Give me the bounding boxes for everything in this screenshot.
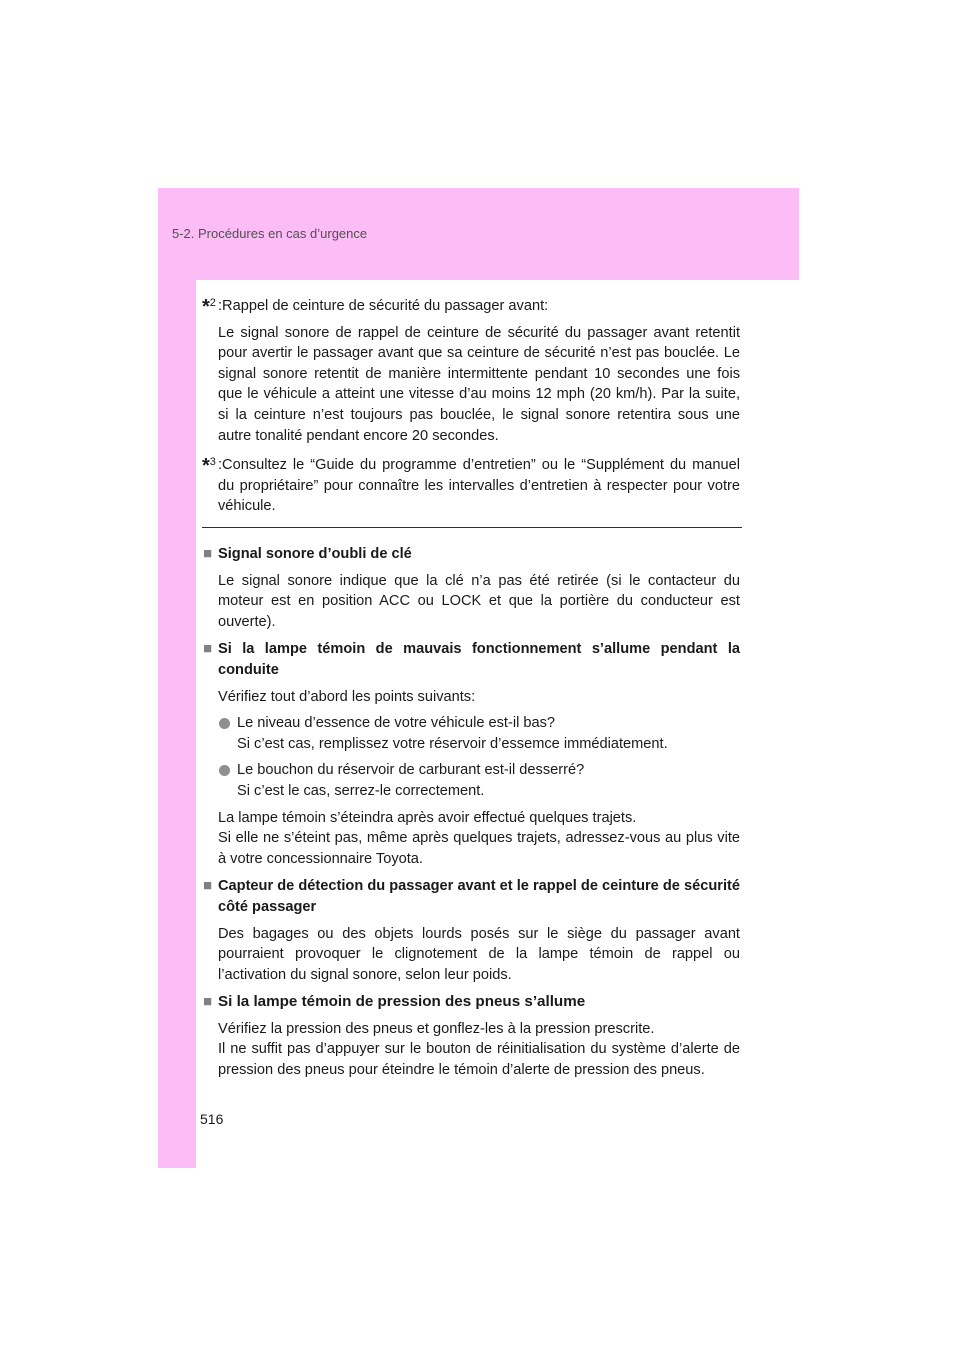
asterisk-marker: *$^2$ — [202, 296, 216, 318]
page-number: 516 — [200, 1111, 224, 1127]
section-text: Vérifiez la pression des pneus et gonflez-les à la pression prescrite. Il ne suffit pas d’appuyer sur le bouton de réinitialisation du système d’alerte de pression des pneus pour éteindre le témoin d’alerte de pression des pneus. — [218, 1020, 740, 1079]
footnote — [202, 455, 740, 517]
section-heading: ■ Si la lampe témoin de mauvais fonctionnement s’allume pendant la conduite — [203, 640, 740, 678]
section-key-reminder — [202, 544, 740, 632]
section-heading: ■ Capteur de détection du passager avant et le rappel de ceinture de sécurité côté passager — [203, 877, 740, 915]
square-bullet-icon: ■ — [203, 877, 213, 895]
section-tire-pressure — [202, 992, 740, 1080]
section-intro: Vérifiez tout d’abord les points suivants: — [218, 688, 476, 705]
section-outro: La lampe témoin s’éteindra après avoir effectué quelques trajets. Si elle ne s’éteint pas, même après quelques trajets, adressez-vous au plus vite à votre concessionnaire Toyota. — [218, 809, 740, 867]
circle-bullet-icon — [219, 718, 230, 729]
section-passenger-sensor — [202, 876, 740, 985]
list-item: Le bouchon du réservoir de carburant est-il desserré? Si c’est le cas, serrez-le correctement. — [202, 760, 740, 801]
section-heading: ■ Si la lampe témoin de pression des pneus s’allume — [203, 993, 586, 1011]
section-text: Le signal sonore indique que la clé n’a pas été retirée (si le contacteur du moteur est en position ACC ou LOCK et que la portière du conducteur est ouverte). — [218, 572, 740, 630]
footnote-body: Le signal sonore de rappel de ceinture de sécurité du passager avant retentit pour avertir le passager avant que sa ceinture de sécurité n’est pas bouclée. Le signal sonore retentit de manière intermittente pendant 10 secondes une fois que le véhicule a atteint une vitesse d’au moins 12 mph (20 km/h). Par la suite, si la ceinture n’est toujours pas bouclée, le signal sonore retentira sous une autre tonalité pendant encore 20 secondes. — [218, 324, 740, 444]
section-title: 5-2. Procédures en cas d’urgence — [172, 226, 368, 241]
sections — [202, 544, 740, 1088]
divider — [202, 527, 742, 528]
square-bullet-icon: ■ — [203, 640, 213, 658]
section-heading: ■ Signal sonore d’oubli de clé — [203, 545, 412, 562]
footnote-title: :Rappel de ceinture de sécurité du passager avant: — [218, 298, 549, 314]
asterisk-marker: *$^3$ — [202, 455, 216, 478]
page-margin-band — [158, 188, 196, 1168]
circle-bullet-icon — [219, 765, 230, 776]
square-bullet-icon: ■ — [203, 993, 213, 1011]
footnotes — [202, 296, 740, 526]
square-bullet-icon: ■ — [203, 545, 213, 562]
page-header — [158, 188, 799, 280]
section-text: Des bagages ou des objets lourds posés sur le siège du passager avant pourraient provoquer le clignotement de la lampe témoin de rappel ou l’activation du signal sonore, selon leur poids. — [218, 925, 740, 983]
section-malfunction-lamp — [202, 639, 740, 869]
footnote — [202, 296, 740, 446]
list-item: Le niveau d’essence de votre véhicule est-il bas? Si c’est cas, remplissez votre réservoir d’essemce immédiatement. — [202, 713, 740, 754]
footnote-title: :Consultez le “Guide du programme d’entretien” ou le “Supplément du manuel du propriétaire” pour connaître les intervalles d’entretien à respecter pour votre véhicule. — [218, 457, 740, 515]
